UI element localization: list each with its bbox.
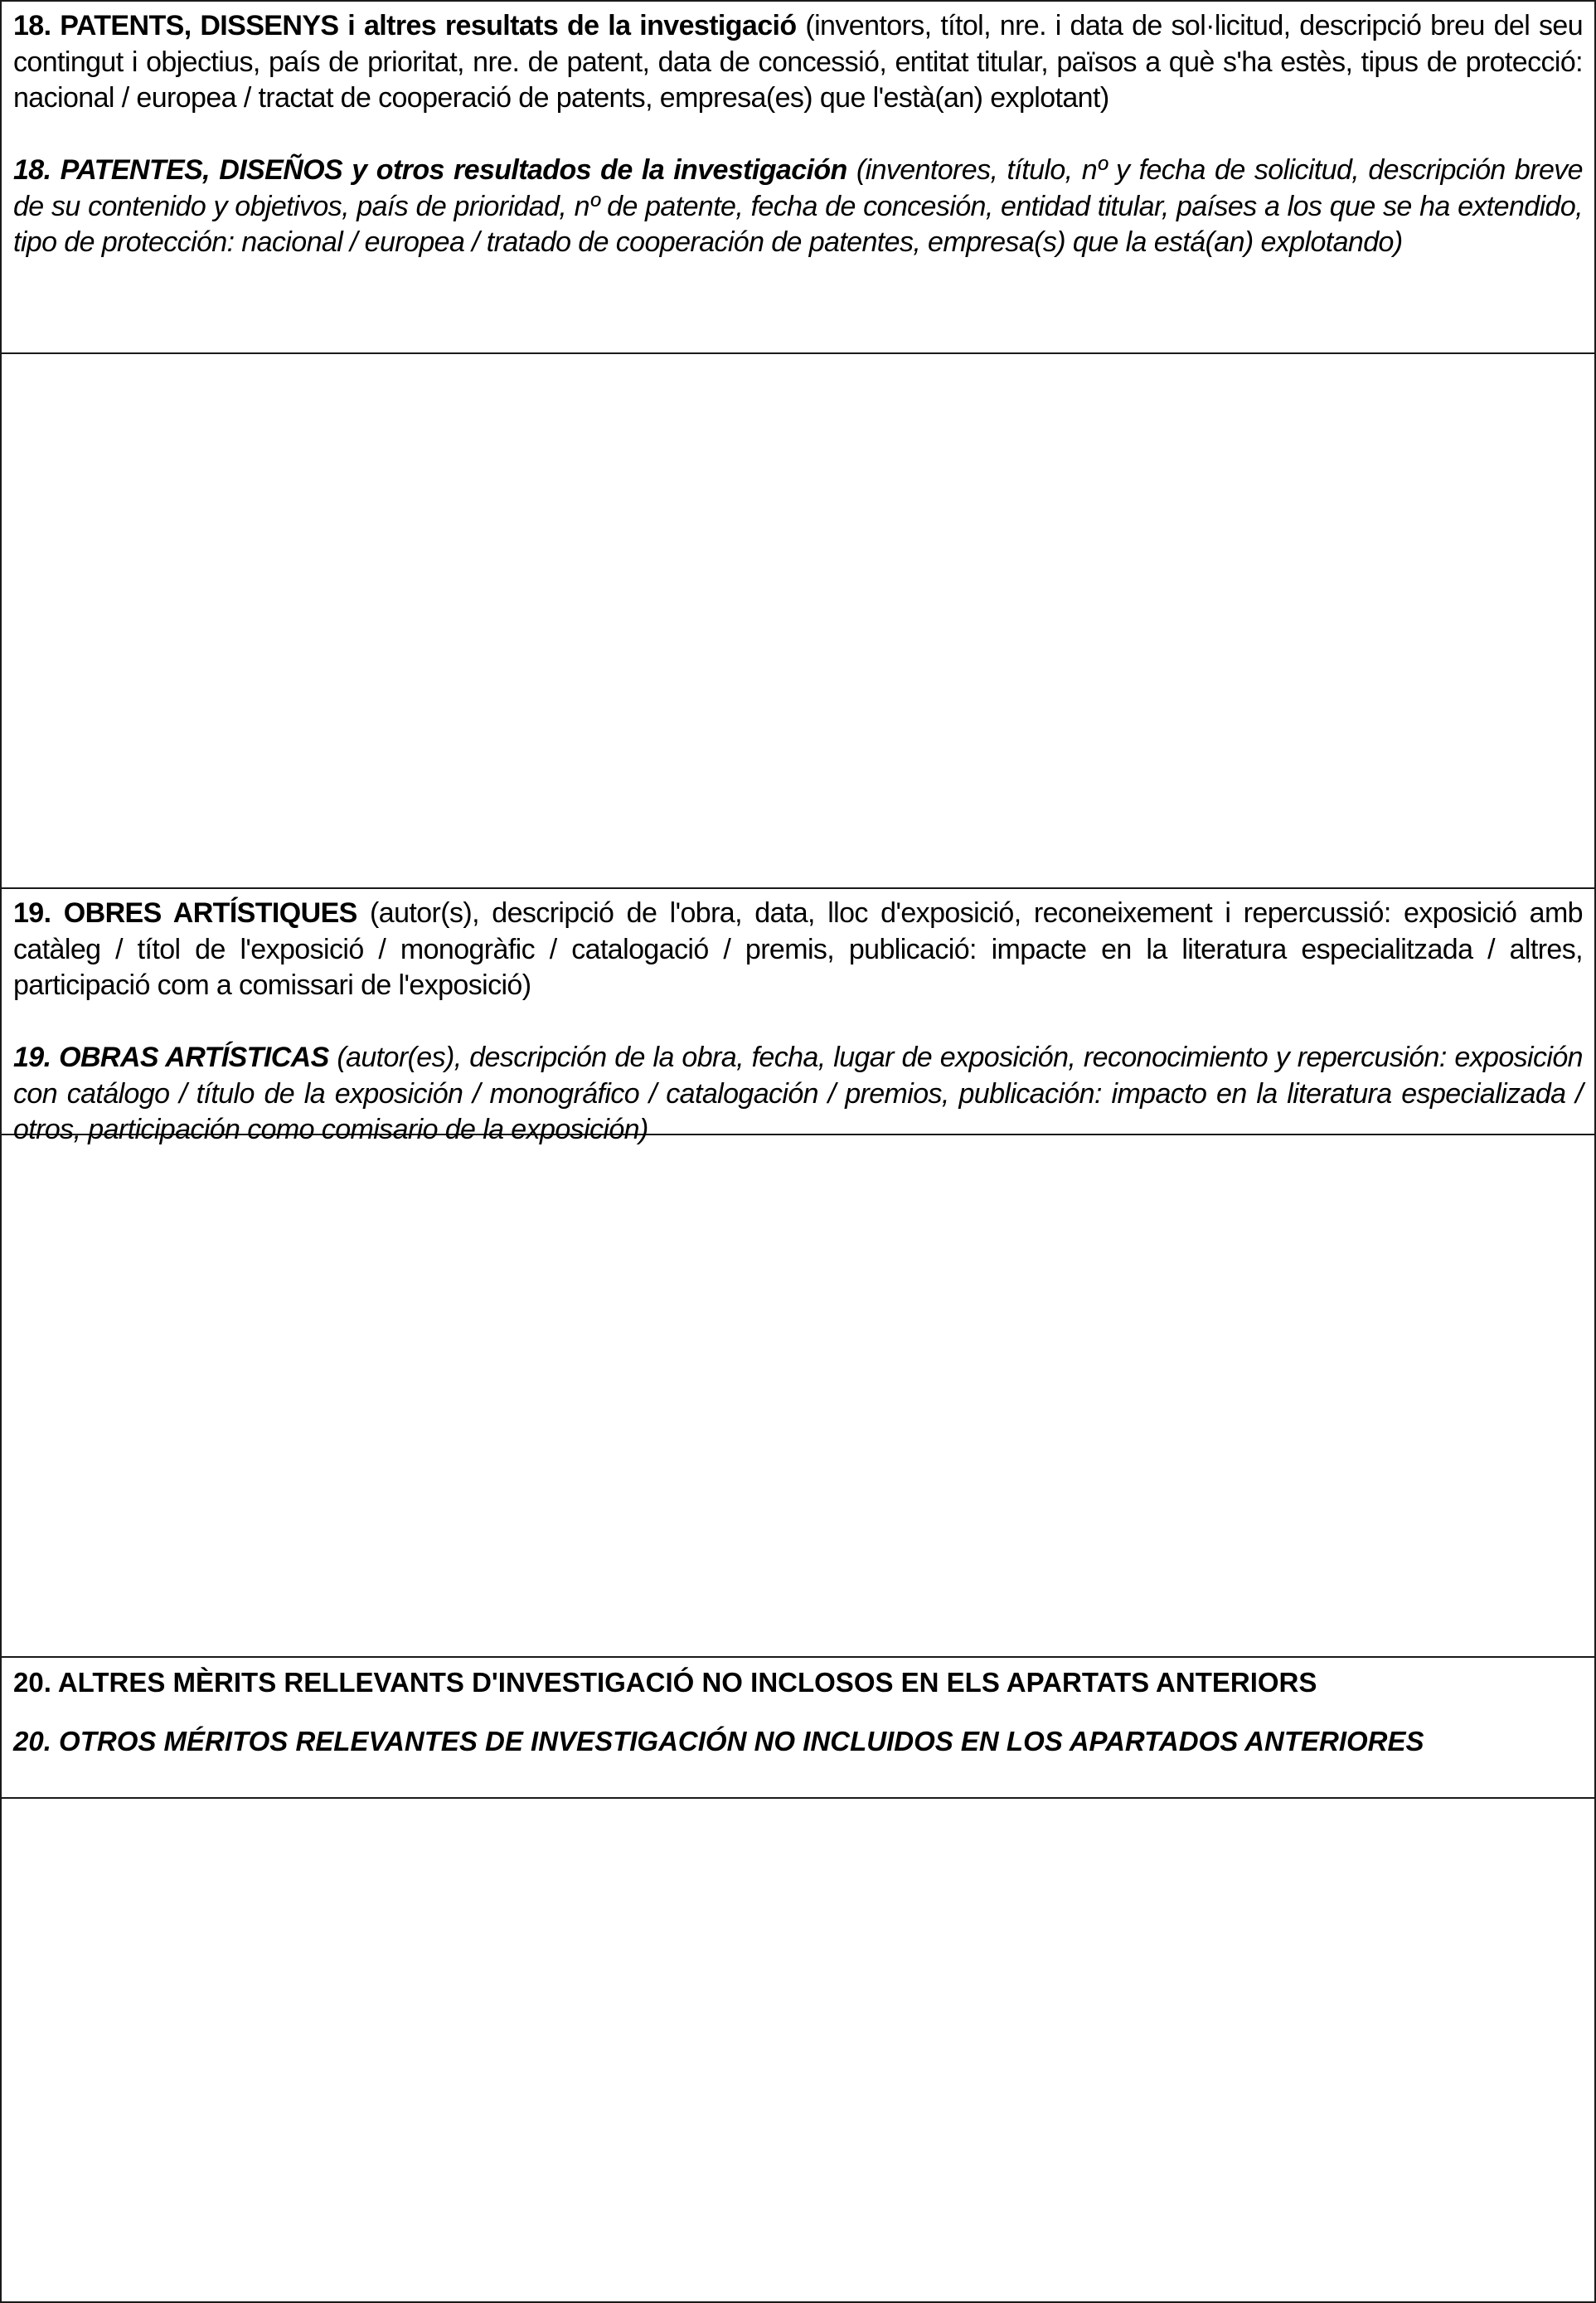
section-18-spanish [13, 153, 1583, 261]
section-20-answer-area[interactable] [2, 1799, 1594, 2301]
section-18-title-es: 18. PATENTES, DISEÑOS y otros resultados de la investigación [13, 154, 847, 186]
section-20-title-ca: 20. ALTRES MÈRITS RELLEVANTS D'INVESTIGACIÓ NO INCLOSOS EN ELS APARTATS ANTERIORS [13, 1667, 1317, 1698]
section-19-title-es: 19. OBRAS ARTÍSTICAS [13, 1042, 329, 1073]
section-18-answer-field[interactable] [2, 354, 1594, 887]
section-19-desc-es: (autor(es), descripción de la obra, fecha, lugar de exposición, reconocimiento y repercusión: exposición con catálogo / título de la exposición / monográfico / catalogación / premios, publicación: impacto en la literatura especializada / otros, participación como comisario de la exposición) [13, 1042, 1583, 1145]
section-18-answer-area[interactable] [2, 354, 1594, 889]
section-18-desc-ca: (inventors, títol, nre. i data de sol·licitud, descripció breu del seu contingut i objectius, país de prioritat, nre. de patent, data de concessió, entitat titular, països a què s'ha estès, tipus de protecció: nacional / europea / tractat de cooperació de patents, empresa(es) que l'està(an) explotant) [13, 10, 1583, 114]
section-19-answer-area[interactable] [2, 1135, 1594, 1658]
section-19-desc-ca: (autor(s), descripció de l'obra, data, lloc d'exposició, reconeixement i repercussió: exposició amb catàleg / títol de l'exposició / monogràfic / catalogació / premis, publicació: impacte en la literatura especialitzada / altres, participació com a comissari de l'exposició) [13, 897, 1583, 1001]
section-19-catalan [13, 896, 1583, 1004]
section-20-answer-field[interactable] [2, 1799, 1594, 2301]
section-18-catalan [13, 8, 1583, 117]
section-19-spanish [13, 1040, 1583, 1149]
section-20-title-es: 20. OTROS MÉRITOS RELEVANTES DE INVESTIGACIÓN NO INCLUIDOS EN LOS APARTADOS ANTERIORES [13, 1725, 1424, 1756]
section-19-title-ca: 19. OBRES ARTÍSTIQUES [13, 897, 357, 929]
section-18-desc-es: (inventores, título, nº y fecha de solicitud, descripción breve de su contenido y objetivos, país de prioridad, nº de patente, fecha de concesión, entidad titular, países a los que se ha extendido, tipo de protección: nacional / europea / tratado de cooperación de patentes, empresa(s) que la está(an) explotando) [13, 154, 1583, 258]
section-19-answer-field[interactable] [2, 1135, 1594, 1656]
section-20-header [2, 1658, 1594, 1799]
section-19-header [2, 889, 1594, 1145]
section-18-header [2, 2, 1594, 354]
section-18-title-ca: 18. PATENTS, DISSENYS i altres resultats de la investigació [13, 10, 797, 41]
